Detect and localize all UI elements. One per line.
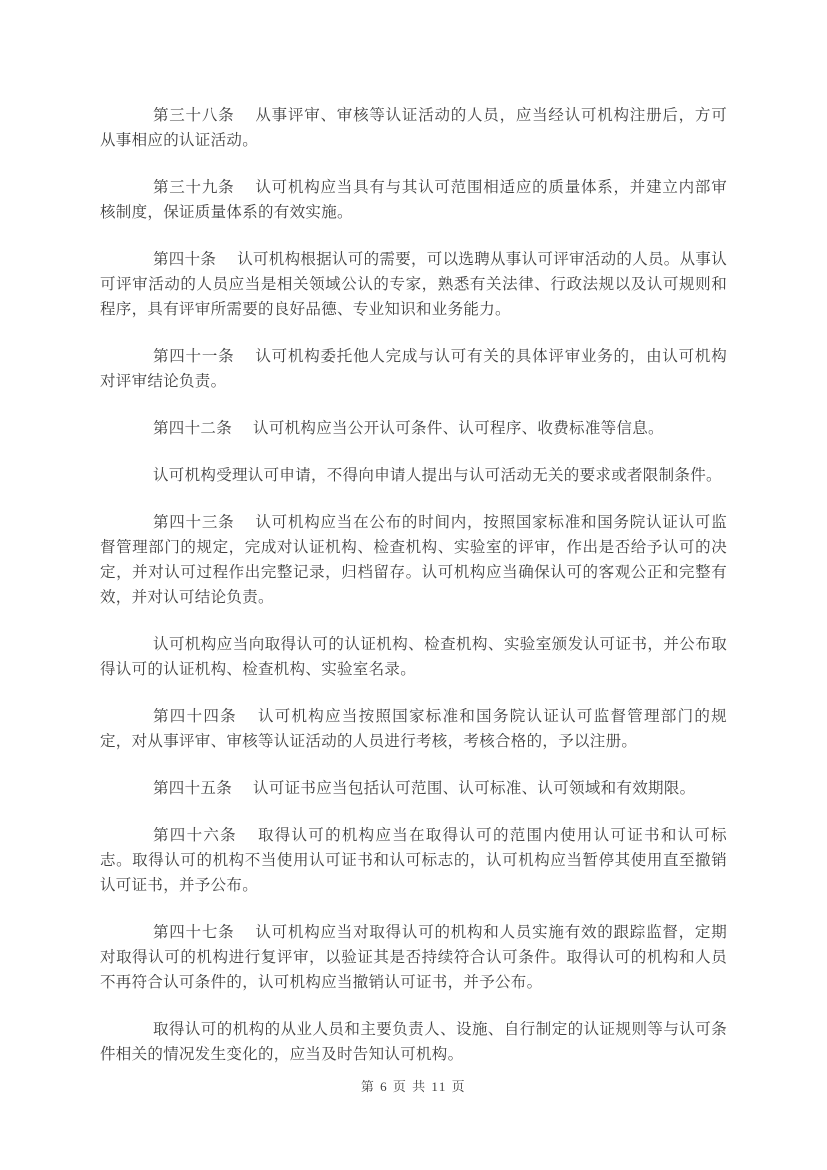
paragraph-text: 取得认可的机构应当在取得认可的范围内使用认可证书和认可标志。取得认可的机构不当使用认可证书和认可标志的，认可机构应当暂停其使用直至撤销认可证书，并予公布。: [100, 827, 727, 894]
paragraph-text: 认可机构委托他人完成与认可有关的具体评审业务的，由认可机构对评审结论负责。: [100, 348, 727, 390]
article-paragraph: [100, 344, 727, 394]
paragraph-text: 认可机构应当在公布的时间内，按照国家标准和国务院认证认可监督管理部门的规定，完成对认证机构、检查机构、实验室的评审，作出是否给予认可的决定，并对认可过程作出完整记录，归档留存。认可机构应当确保认可的客观公正和完整有效，并对认可结论负责。: [100, 514, 727, 606]
paragraph-text: 认可证书应当包括认可范围、认可标准、认可领域和有效期限。: [253, 780, 696, 797]
article-paragraph: [100, 175, 727, 225]
paragraph-text: 认可机构应当向取得认可的认证机构、检查机构、实验室颁发认可证书，并公布取得认可的认证机构、检查机构、实验室名录。: [100, 636, 727, 678]
article-paragraph: [100, 704, 727, 754]
page-footer: [0, 1078, 827, 1096]
article-number: 第三十八条: [153, 107, 235, 124]
article-number: 第四十四条: [153, 708, 237, 725]
article-paragraph: [100, 776, 727, 801]
paragraph-text: 认可机构根据认可的需要，可以选聘从事认可评审活动的人员。从事认可评审活动的人员应当是相关领域公认的专家，熟悉有关法律、行政法规以及认可规则和程序，具有评审所需要的良好品德、专业知识和业务能力。: [100, 251, 728, 318]
article-paragraph: [100, 416, 727, 441]
paragraph-text: 认可机构应当按照国家标准和国务院认证认可监督管理部门的规定，对从事评审、审核等认证活动的人员进行考核，考核合格的，予以注册。: [100, 708, 727, 750]
article-number: 第四十一条: [153, 348, 235, 365]
article-number: 第四十三条: [153, 514, 235, 531]
paragraph-text: 取得认可的机构的从业人员和主要负责人、设施、自行制定的认证规则等与认可条件相关的情况发生变化的，应当及时告知认可机构。: [100, 1021, 727, 1063]
article-number: 第四十五条: [153, 780, 233, 797]
paragraph-text: 认可机构应当具有与其认可范围相适应的质量体系，并建立内部审核制度，保证质量体系的有效实施。: [100, 179, 727, 221]
article-number: 第四十七条: [153, 924, 235, 941]
article-paragraph: [100, 247, 727, 322]
paragraph-text: 认可机构应当对取得认可的机构和人员实施有效的跟踪监督，定期对取得认可的机构进行复评审，以验证其是否持续符合认可条件。取得认可的机构和人员不再符合认可条件的，认可机构应当撤销认可证书，并予公布。: [100, 924, 727, 991]
article-paragraph: [100, 103, 727, 153]
paragraph-text: 认可机构受理认可申请，不得向申请人提出与认可活动无关的要求或者限制条件。: [153, 467, 722, 484]
article-paragraph: [100, 920, 727, 995]
paragraph-text: 认可机构应当公开认可条件、认可程序、收费标准等信息。: [253, 420, 664, 437]
continuation-paragraph: [100, 632, 727, 682]
page-number-label: 第 6 页 共 11 页: [360, 1079, 467, 1094]
article-paragraph: [100, 823, 727, 898]
article-number: 第三十九条: [153, 179, 235, 196]
article-number: 第四十条: [153, 251, 217, 268]
article-number: 第四十二条: [153, 420, 233, 437]
continuation-paragraph: [100, 1017, 727, 1067]
article-paragraph: [100, 510, 727, 610]
article-number: 第四十六条: [153, 827, 237, 844]
continuation-paragraph: [100, 463, 727, 488]
paragraph-text: 从事评审、审核等认证活动的人员，应当经认可机构注册后，方可从事相应的认证活动。: [100, 107, 727, 149]
